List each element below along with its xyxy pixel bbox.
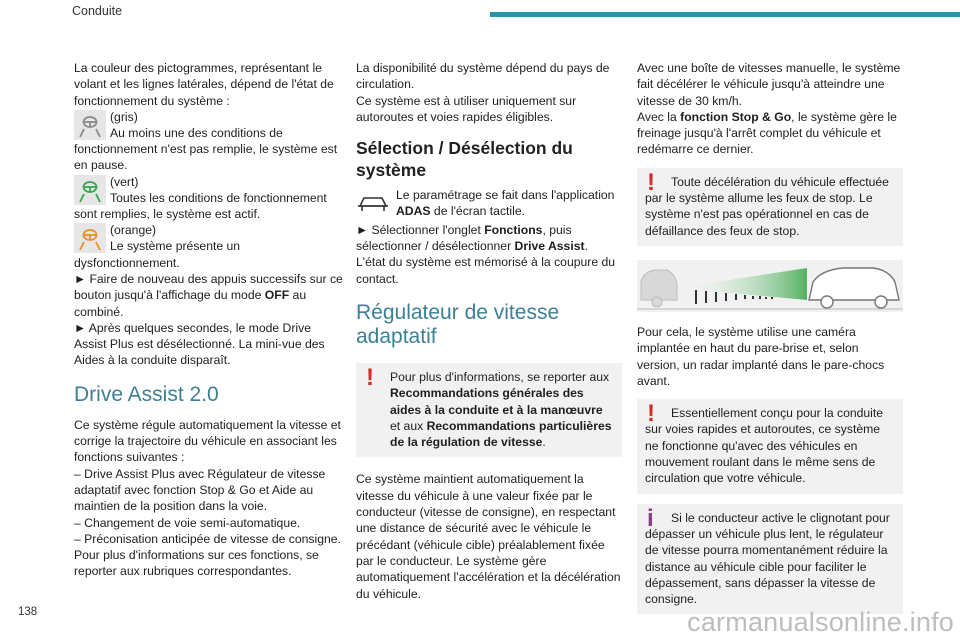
state-grey — [74, 109, 344, 143]
stop-go-function: fonction Stop & Go — [680, 109, 792, 124]
adas-text-c: de l'écran tactile. — [430, 204, 526, 219]
select-tab-step — [356, 222, 622, 255]
column-2 — [356, 60, 622, 602]
adas-setting — [356, 187, 622, 220]
step-off-text-a: ► Faire de nouveau des appuis successifs sur ce bouton jusqu'à l'affichage du mode — [74, 271, 343, 303]
memo-text: L'état du système est mémorisé à la coupure du contact. — [356, 255, 616, 286]
column-3 — [637, 60, 903, 614]
adas-text-a: Le paramétrage se fait dans l'application — [396, 188, 615, 203]
state-green-label: (vert) — [110, 174, 139, 189]
radar-distance-illustration — [637, 260, 903, 312]
note-brake-lights — [637, 168, 903, 246]
note-recommendations — [356, 363, 622, 457]
option-drive-assist: Drive Assist — [514, 239, 585, 254]
state-green-text: Toutes les conditions de fonctionnement sont remplies, le système est actif. — [74, 190, 327, 222]
state-grey-text: Au moins une des conditions de fonctionnement n'est pas remplie, le système est en pause. — [74, 125, 338, 173]
drive-assist-item-3: – Préconisation anticipée de vitesse de consigne. — [74, 531, 341, 546]
step-off-mode: OFF — [264, 288, 290, 303]
drive-assist-item-1: – Drive Assist Plus avec Régulateur de vitesse adaptatif avec fonction Stop & Go et Aide au maintien de la position dans la voie. — [74, 466, 326, 514]
step-off-text-c: au combiné. — [74, 288, 307, 319]
steering-lines-grey-icon — [74, 110, 106, 140]
heading-selection: Sélection / Désélection du système — [356, 138, 573, 181]
warning-icon: ! — [647, 168, 655, 196]
state-grey-label: (gris) — [110, 109, 138, 124]
note-recommendations-text — [364, 363, 614, 450]
car-adas-icon — [356, 190, 390, 214]
heading-drive-assist: Drive Assist 2.0 — [74, 382, 219, 406]
step-text-a: ► Sélectionner l'onglet — [356, 222, 485, 237]
step-text-c: , puis sélectionner / désélectionner — [356, 222, 572, 254]
drive-assist-intro: Ce système régule automatiquement la vitesse et corrige la trajectoire du véhicule en associant les fonctions suivantes : — [74, 417, 341, 465]
header-accent-bar — [490, 12, 960, 17]
adas-app-name: ADAS — [396, 204, 431, 219]
manual-gearbox-text: Avec une boîte de vitesses manuelle, le système fait décélérer le véhicule jusqu'à atteindre une vitesse de 30 km/h. — [637, 61, 901, 108]
note-text-a: Pour plus d'informations, se reporter aux — [390, 369, 610, 384]
note-ref-particular: Recommandations particulières de la régulation de vitesse — [390, 418, 612, 450]
note-brake-lights-text: Toute décélération du véhicule effectuée par le système allume les feux de stop. Le système n'est pas opérationnel en cas de défaillance des feux de stop. — [645, 174, 889, 238]
note-text-e: . — [542, 435, 546, 450]
stop-go-a: Avec la — [637, 109, 681, 124]
heading-adaptive-cruise: Régulateur de vitesse adaptatif — [356, 300, 560, 348]
info-icon: i — [647, 504, 654, 532]
note-ref-general: Recommandations générales des aides à la conduite et à la manœuvre — [390, 386, 603, 417]
state-orange — [74, 222, 344, 256]
note-motorway-text: Essentiellement conçu pour la conduite sur voies rapides et autoroutes, ce système ne fonctionne qu'avec des véhicules en mouvement roulant dans le même sens de circulation que votre véhicule. — [645, 406, 884, 486]
drive-assist-item-2: – Changement de voie semi-automatique. — [74, 515, 301, 530]
usage-text: Ce système est à utiliser uniquement sur autoroutes et voies rapides éligibles. — [356, 93, 577, 124]
watermark: carmanualsonline.info — [687, 607, 954, 637]
note-motorway — [637, 399, 903, 493]
state-orange-text: Le système présente un dysfonctionnement. — [74, 239, 241, 270]
state-orange-label: (orange) — [110, 223, 157, 238]
availability-text: La disponibilité du système dépend du pays de circulation. — [356, 61, 610, 92]
stop-go-text — [637, 109, 903, 158]
cruise-description: Ce système maintient automatiquement la vitesse du véhicule à une valeur fixée par le conducteur (vitesse de consigne), en respectant une distance de sécurité avec le véhicule le précédant (véhicule cible) préalablement fixée par le conducteur. Le système gère automatiquement l'accélération et la décélération du véhicule. — [356, 472, 621, 601]
step-deselect: ► Après quelques secondes, le mode Drive Assist Plus est désélectionné. La mini-vue des Aides à la conduite disparaît. — [74, 320, 325, 368]
header-title: Conduite — [72, 4, 123, 18]
steering-lines-orange-icon — [74, 223, 106, 253]
stop-go-c: , le système gère le freinage jusqu'à l'arrêt complet du véhicule et redémarre ce dernier. — [637, 109, 897, 157]
drive-assist-more: Pour plus d'informations sur ces fonctions, se reporter aux rubriques correspondantes. — [74, 548, 319, 579]
steering-lines-green-icon — [74, 175, 106, 205]
column-1 — [74, 60, 344, 580]
camera-radar-text: Pour cela, le système utilise une caméra implantée en haut du pare-brise et, selon version, un radar implanté dans le pare-chocs avant. — [637, 324, 885, 388]
warning-icon: ! — [647, 400, 655, 428]
step-text-e: . — [584, 239, 588, 254]
tab-fonctions: Fonctions — [484, 222, 543, 237]
warning-icon: ! — [366, 363, 374, 391]
note-overtaking-text: Si le conducteur active le clignotant pour dépasser un véhicule plus lent, le régulateur de vitesse pourra momentanément réduire la distance au véhicule cible pour faciliter le dépassement, sans dépasser la vitesse de consigne. — [645, 510, 890, 607]
note-text-c: et aux — [390, 418, 427, 433]
adas-setting-text — [396, 187, 622, 220]
intro-text: La couleur des pictogrammes, représentant le volant et les lignes latérales, dépend de l'état de fonctionnement du système : — [74, 61, 334, 108]
note-overtaking — [637, 504, 903, 615]
state-green — [74, 174, 344, 208]
page-number: 138 — [18, 606, 38, 618]
step-off — [74, 271, 344, 320]
